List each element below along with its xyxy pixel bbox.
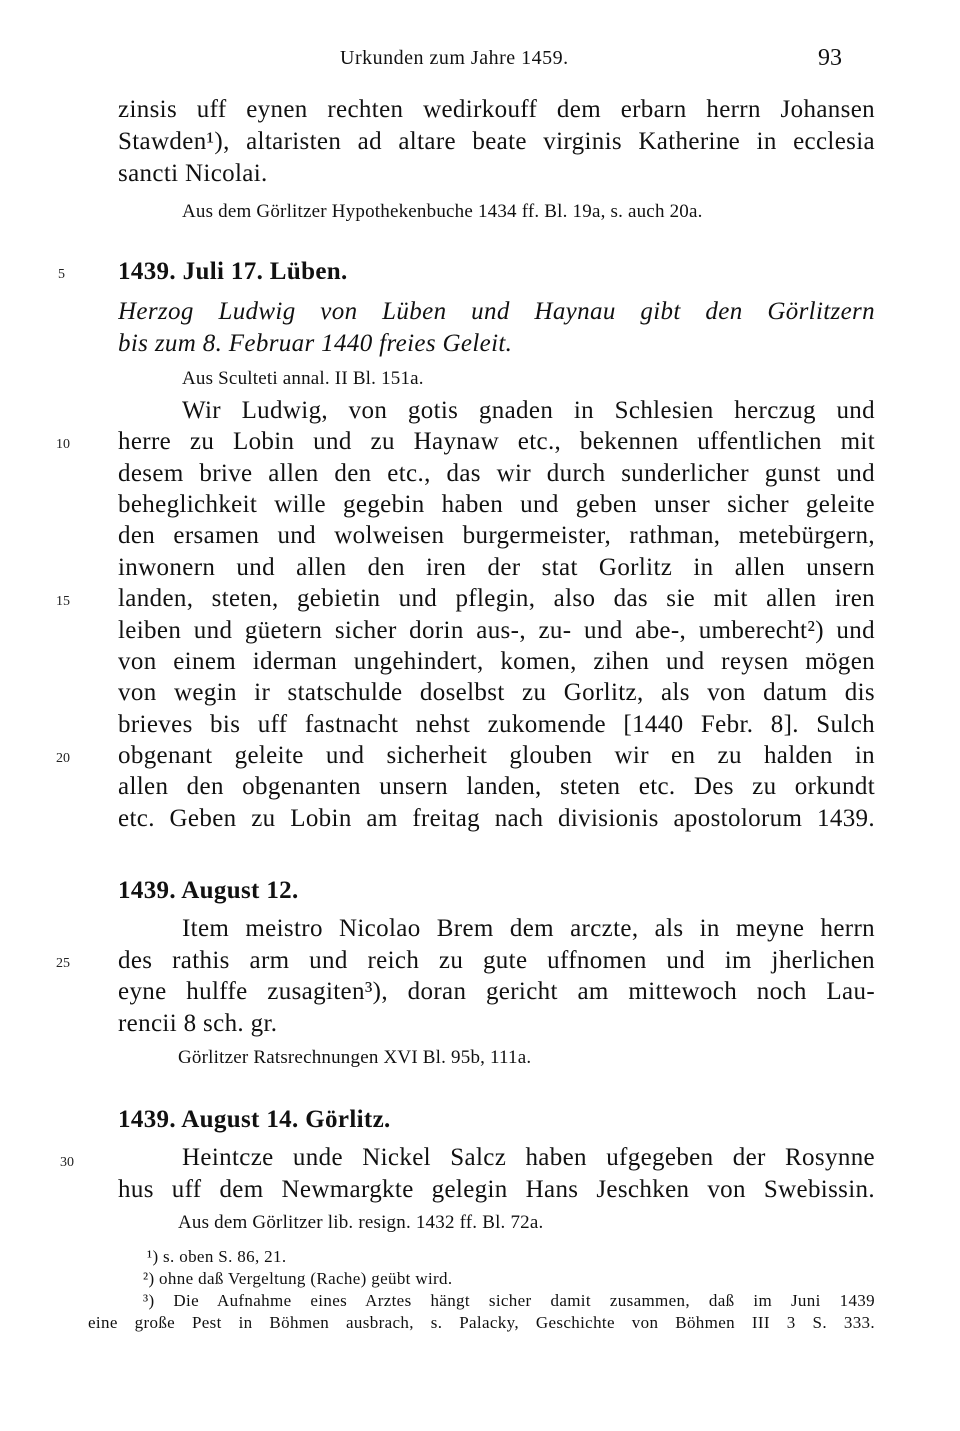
line-number: 15 <box>56 594 70 609</box>
entry-heading: 1439. Juli 17. Lüben. <box>118 258 348 285</box>
source-note: Aus Sculteti annal. II Bl. 151a. <box>182 368 424 389</box>
entry-summary: Herzog Ludwig von Lüben und Haynau gibt den Görlitzern <box>118 298 875 325</box>
text-line: von wegin ir statschulde doselbst zu Gorlitz, als von datum dis <box>118 679 875 706</box>
running-title: Urkunden zum Jahre 1459. <box>340 47 569 69</box>
text-line: brieves bis uff fastnacht nehst zukomende [1440 Febr. 8]. Sulch <box>118 711 875 738</box>
text-line: Wir Ludwig, von gotis gnaden in Schlesien herczug und <box>182 397 875 424</box>
text-line: landen, steten, gebietin und pflegin, also das sie mit allen iren <box>118 585 875 612</box>
text-line: eyne hulffe zusagiten³), doran gericht am mittewoch noch Lau- <box>118 978 875 1005</box>
text-line: inwonern und allen den iren der stat Gorlitz in allen unsern <box>118 554 875 581</box>
text-line: den ersamen und wolweisen burgermeister, rathman, metebürgern, <box>118 522 875 549</box>
page-number: 93 <box>818 45 842 71</box>
text-line: sancti Nicolai. <box>118 160 268 187</box>
entry-heading: 1439. August 12. <box>118 877 299 904</box>
line-number: 25 <box>56 956 70 971</box>
text-line: Heintcze unde Nickel Salcz haben ufgegeben der Rosynne <box>182 1144 875 1171</box>
text-line: Item meistro Nicolao Brem dem arczte, als in meyne herrn <box>182 915 875 942</box>
entry-summary: bis zum 8. Februar 1440 freies Geleit. <box>118 330 513 357</box>
text-line: des rathis arm und reich zu gute uffnomen und im jherlichen <box>118 947 875 974</box>
text-line: desem brive allen den etc., das wir durch sunderlicher gunst und <box>118 460 875 487</box>
footnote: eine große Pest in Böhmen ausbrach, s. Palacky, Geschichte von Böhmen III 3 S. 333. <box>88 1313 875 1332</box>
entry-heading: 1439. August 14. Görlitz. <box>118 1106 391 1133</box>
source-note: Aus dem Görlitzer Hypothekenbuche 1434 ff. Bl. 19a, s. auch 20a. <box>182 201 703 222</box>
line-number: 20 <box>56 751 70 766</box>
text-line: zinsis uff eynen rechten wedirkouff dem erbarn herrn Johansen <box>118 96 875 123</box>
source-note: Aus dem Görlitzer lib. resign. 1432 ff. Bl. 72a. <box>178 1212 544 1233</box>
source-note: Görlitzer Ratsrechnungen XVI Bl. 95b, 111a. <box>178 1047 532 1068</box>
text-line: herre zu Lobin und zu Haynaw etc., bekennen uffentlichen mit <box>118 428 875 455</box>
text-line: beheglichkeit wille gegebin haben und geben unser sicher geleite <box>118 491 875 518</box>
footnote: ²) ohne daß Vergeltung (Rache) geübt wird. <box>143 1269 453 1288</box>
text-line: allen den obgenanten unsern landen, steten etc. Des zu orkundt <box>118 773 875 800</box>
footnote: ³) Die Aufnahme eines Arztes hängt sicher damit zusammen, daß im Juni 1439 <box>143 1291 875 1310</box>
text-line: von einem iderman ungehindert, komen, zihen und reysen mögen <box>118 648 875 675</box>
text-line: Stawden¹), altaristen ad altare beate virginis Katherine in ecclesia <box>118 128 875 155</box>
line-number: 10 <box>56 437 70 452</box>
text-line: etc. Geben zu Lobin am freitag nach divisionis apostolorum 1439. <box>118 805 875 832</box>
text-line: leiben und güetern sicher dorin aus-, zu- und abe-, umberecht²) und <box>118 617 875 644</box>
footnote: ¹) s. oben S. 86, 21. <box>147 1247 287 1266</box>
text-line: rencii 8 sch. gr. <box>118 1010 278 1037</box>
line-number: 5 <box>58 267 65 282</box>
line-number: 30 <box>60 1155 74 1170</box>
text-line: obgenant geleite und sicherheit glouben wir en zu halden in <box>118 742 875 769</box>
text-line: hus uff dem Newmargkte gelegin Hans Jeschken von Swebissin. <box>118 1176 875 1203</box>
